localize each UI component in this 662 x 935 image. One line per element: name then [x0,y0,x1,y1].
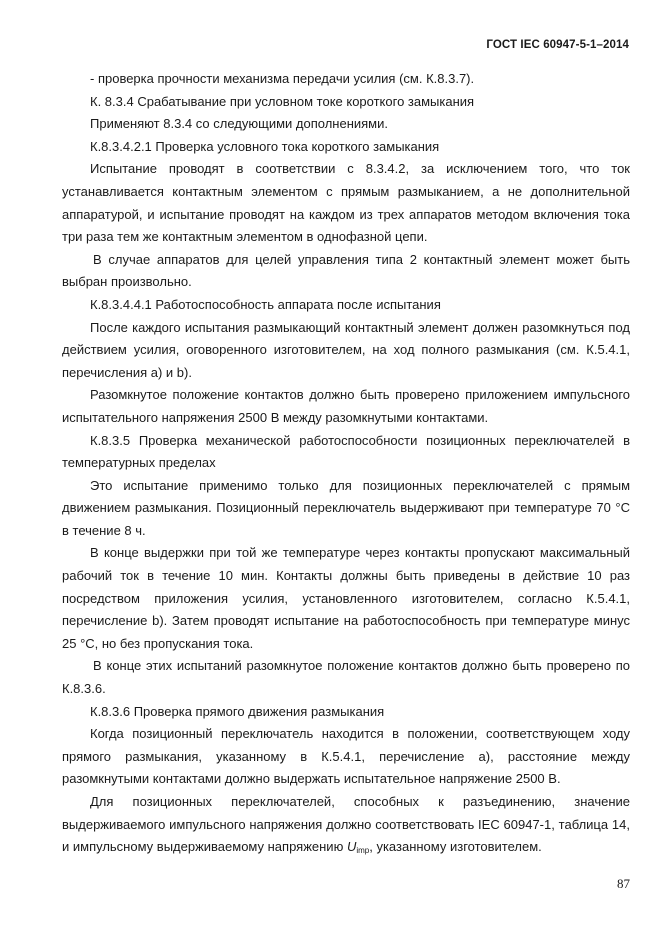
paragraph: Испытание проводят в соответствии с 8.3.4.2, за исключением того, что ток устанавливается контактным элементом с прямым размыканием, а не дополнительной аппаратурой, и испытание проводят на каждом из трех аппаратов методом включения тока три раза тем же контактным элементом в однофазной цепи. [62,161,630,245]
section-heading: К. 8.3.4 Срабатывание при условном токе короткого замыкания [90,93,475,109]
section-heading: К.8.3.5 Проверка механической работоспособности позиционных переключателей в температурных пределах [62,432,630,471]
paragraph: Это испытание применимо только для позиционных переключателей с прямым движением размыкания. Позиционный переключатель выдерживают при температуре 70 °С в течение 8 ч. [62,477,630,538]
voltage-symbol: U [346,839,357,855]
voltage-subscript: imp [356,846,370,856]
paragraph: Применяют 8.3.4 со следующими дополнениями. [90,116,388,132]
paragraph-text: , указанному изготовителем. [369,839,542,855]
paragraph: В конце этих испытаний разомкнутое положение контактов должно быть проверено по К.8.3.6. [62,658,630,697]
paragraph-with-formula [62,791,630,863]
paragraph: В конце выдержки при той же температуре через контакты пропускают максимальный рабочий ток в течение 10 мин. Контакты должны быть приведены в действие 10 раз посредством приложения усилия, установленного изготовителем, согласно К.5.4.1, перечисление b). Затем проводят испытание на работоспособность при температуре минус 25 °С, но без пропускания тока. [62,545,630,651]
paragraph: Разомкнутое положение контактов должно быть проверено приложением импульсного испытательного напряжения 2500 В между разомкнутыми контактами. [62,387,630,425]
section-heading: К.8.3.4.2.1 Проверка условного тока короткого замыкания [90,138,440,154]
document-body [62,68,630,863]
page-number: 87 [617,876,630,891]
paragraph: После каждого испытания размыкающий контактный элемент должен разомкнуться под действием усилия, оговоренного изготовителем, на ход полного размыкания (см. К.5.4.1, перечисления а) и b). [62,319,630,380]
paragraph: - проверка прочности механизма передачи усилия (см. К.8.3.7). [90,71,475,86]
document-header: ГОСТ IEC 60947-5-1–2014 [486,39,629,51]
section-heading: К.8.3.6 Проверка прямого движения размыкания [90,703,385,719]
paragraph: Когда позиционный переключатель находится в положении, соответствующем ходу прямого размыкания, указанному в К.5.4.1, перечисление а), расстояние между разомкнутыми контактами должно выдержать испытательное напряжение 2500 В. [62,726,630,787]
paragraph: В случае аппаратов для целей управления типа 2 контактный элемент может быть выбран произвольно. [62,251,630,290]
paragraph-text: Для позиционных переключателей, способных к разъединению, значение выдерживаемого импульсного напряжения должно соответствовать IEC 60947-1, таблица 14, и импульсному выдерживаемому напряжению [62,794,630,855]
section-heading: К.8.3.4.4.1 Работоспособность аппарата после испытания [90,296,441,312]
